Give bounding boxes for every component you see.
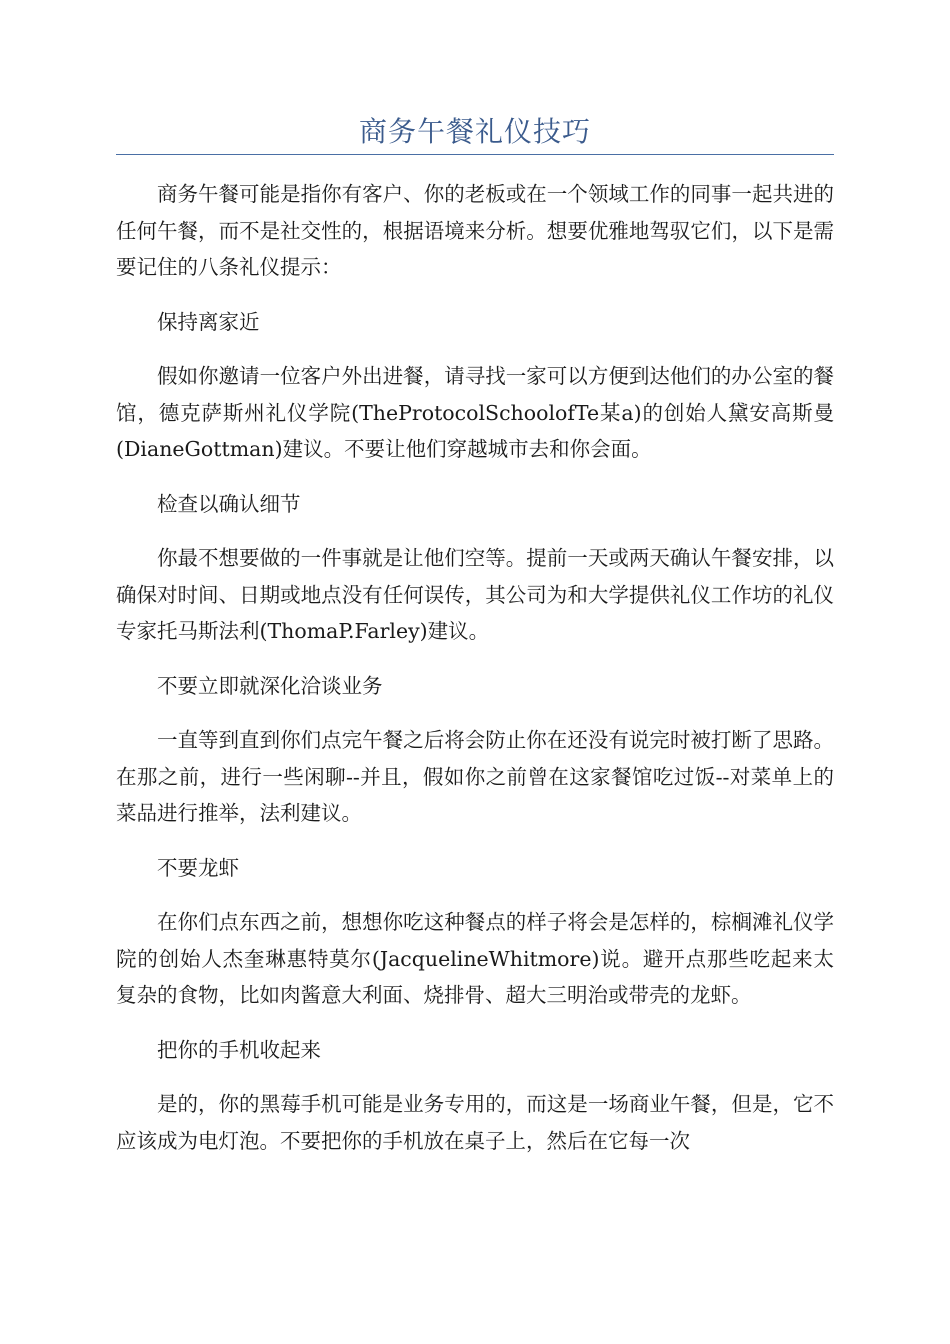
section-heading: 不要龙虾 [157,855,239,880]
section-heading: 保持离家近 [157,309,260,334]
body-paragraph: 假如你邀请一位客户外出进餐，请寻找一家可以方便到达他们的办公室的餐馆，德克萨斯州礼仪学院(TheProtocolSchoolofTe某a)的创始人黛安高斯曼(DianeGottman)建议。不要让他们穿越城市去和你会面。 [116,364,834,461]
section-heading: 检查以确认细节 [157,491,301,516]
section-heading: 不要立即就深化洽谈业务 [157,673,383,698]
body-paragraph: 一直等到直到你们点完午餐之后将会防止你在还没有说完时被打断了思路。在那之前，进行一些闲聊--并且，假如你之前曾在这家餐馆吃过饭--对菜单上的菜品进行推举，法利建议。 [116,728,834,825]
body-paragraph: 是的，你的黑莓手机可能是业务专用的，而这是一场商业午餐，但是，它不应该成为电灯泡。不要把你的手机放在桌子上，然后在它每一次 [116,1092,834,1153]
intro-paragraph: 商务午餐可能是指你有客户、你的老板或在一个领域工作的同事一起共进的任何午餐，而不是社交性的，根据语境来分析。想要优雅地驾驭它们，以下是需要记住的八条礼仪提示： [116,182,834,279]
document-body [116,176,834,1177]
body-paragraph: 你最不想要做的一件事就是让他们空等。提前一天或两天确认午餐安排，以确保对时间、日期或地点没有任何误传，其公司为和大学提供礼仪工作坊的礼仪专家托马斯法利(ThomaP.Farley)建议。 [116,546,834,643]
title-container [116,112,834,152]
body-paragraph: 在你们点东西之前，想想你吃这种餐点的样子将会是怎样的，棕榈滩礼仪学院的创始人杰奎琳惠特莫尔(JacquelineWhitmore)说。避开点那些吃起来太复杂的食物，比如肉酱意大利面、烧排骨、超大三明治或带壳的龙虾。 [116,910,834,1007]
page-title: 商务午餐礼仪技巧 [358,115,591,148]
section-heading: 把你的手机收起来 [157,1037,321,1062]
title-underline [116,154,834,155]
